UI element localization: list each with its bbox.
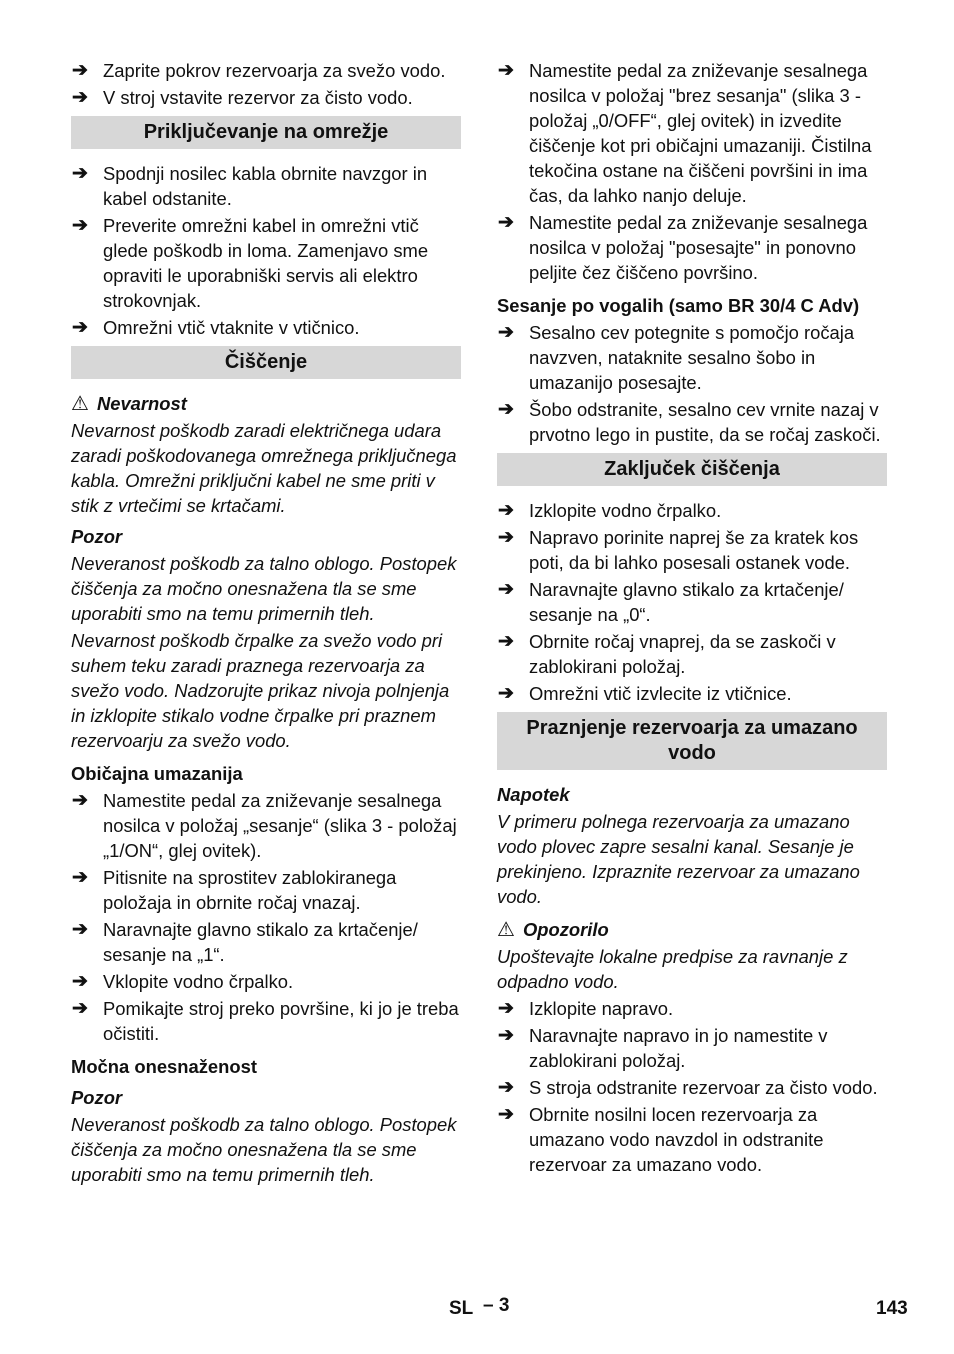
arrow-right-icon: ➔	[498, 579, 514, 600]
list-item	[497, 1075, 887, 1100]
list-item	[497, 577, 887, 627]
arrow-right-icon: ➔	[498, 683, 514, 704]
list-item-text: Pomikajte stroj preko površine, ki jo je treba očistiti.	[103, 998, 459, 1044]
caution-label: Pozor	[71, 526, 123, 547]
warning-triangle-icon: ⚠	[497, 918, 515, 941]
caution-text: Nevarnost poškodb črpalke za svežo vodo pri suhem teku zaradi praznega rezervoarja za svežo vodo. Nadzorujte prikaz nivoja polnjenja in izklopite stikalo vodne črpalke pri praznem rezervoarju za svežo vodo.	[71, 630, 450, 751]
danger-heading	[71, 391, 461, 416]
list-item	[497, 320, 887, 395]
list-item	[71, 969, 461, 994]
arrow-right-icon: ➔	[498, 500, 514, 521]
arrow-right-icon: ➔	[72, 215, 88, 236]
list-item	[497, 397, 887, 447]
list-item-text: Izklopite napravo.	[529, 998, 674, 1019]
list-item	[71, 865, 461, 915]
list-item	[71, 85, 461, 110]
arrow-right-icon: ➔	[498, 631, 514, 652]
warning-label: Opozorilo	[522, 919, 609, 940]
list-item-text: Naravnajte glavno stikalo za krtačenje/ sesanje na „0“.	[529, 579, 844, 625]
warning-heading	[497, 917, 887, 942]
list-item-text: Sesalno cev potegnite s pomočjo ročaja navzven, nataknite sesalno šobo in umazanijo posesajte.	[529, 322, 855, 393]
arrow-right-icon: ➔	[498, 998, 514, 1019]
list-item-text: Šobo odstranite, sesalno cev vrnite nazaj v prvotno lego in pustite, da se ročaj zaskoči.	[529, 399, 881, 445]
list-item-text: Preverite omrežni kabel in omrežni vtič glede poškodb in loma. Zamenjavo sme opraviti le uporabniški servis ali elektro strokovnjak.	[103, 215, 429, 311]
list-item-text: Pitisnite na sprostitev zablokiranega položaja in obrnite ročaj vnazaj.	[103, 867, 397, 913]
caution-text: Neveranost poškodb za talno oblogo. Postopek čiščenja za močno onesnažena tla se sme uporabiti smo na temu primernih tleh.	[71, 1114, 457, 1185]
list-item	[71, 917, 461, 967]
list-item-text: S stroja odstranite rezervoar za čisto vodo.	[529, 1077, 878, 1098]
list-item-text: Naravnajte glavno stikalo za krtačenje/ sesanje na „1“.	[103, 919, 418, 965]
list-item	[497, 210, 887, 285]
list-item-text: V stroj vstavite rezervor za čisto vodo.	[103, 87, 413, 108]
list-item-text: Obrnite nosilni locen rezervoarja za umazano vodo navzdol in odstranite rezervoar za umazano vodo.	[529, 1104, 824, 1175]
list-item-text: Zaprite pokrov rezervoarja za svežo vodo.	[103, 60, 446, 81]
subheading-corner-suction: Sesanje po vogalih (samo BR 30/4 C Adv)	[497, 295, 860, 316]
list-item	[71, 996, 461, 1046]
list-item	[497, 996, 887, 1021]
arrow-right-icon: ➔	[498, 1025, 514, 1046]
arrow-right-icon: ➔	[72, 971, 88, 992]
arrow-right-icon: ➔	[72, 919, 88, 940]
list-item	[71, 213, 461, 313]
right-column	[497, 58, 887, 1179]
list-item	[497, 525, 887, 575]
list-item	[71, 161, 461, 211]
list-item-text: Napravo porinite naprej še za kratek kos poti, da bi lahko posesali ostanek vode.	[529, 527, 859, 573]
arrow-right-icon: ➔	[72, 317, 88, 338]
arrow-right-icon: ➔	[72, 998, 88, 1019]
warning-triangle-icon: ⚠	[71, 392, 89, 415]
note-label: Napotek	[497, 784, 570, 805]
list-item-text: Namestite pedal za zniževanje sesalnega nosilca v položaj „sesanje“ (slika 3 - položaj „1/ON“, glej ovitek).	[103, 790, 457, 861]
arrow-right-icon: ➔	[72, 163, 88, 184]
footer-language: SL	[449, 1298, 474, 1319]
list-item	[497, 681, 887, 706]
list-item-text: Spodnji nosilec kabla obrnite navzgor in kabel odstanite.	[103, 163, 428, 209]
section-heading-empty-dirty-tank: Praznjenje rezervoarja za umazano vodo	[497, 712, 887, 770]
arrow-right-icon: ➔	[72, 790, 88, 811]
list-item	[497, 1023, 887, 1073]
section-heading-mains-connection: Priključevanje na omrežje	[71, 116, 461, 149]
section-heading-cleaning: Čiščenje	[71, 346, 461, 379]
page-number: 143	[876, 1298, 908, 1319]
list-item-text: Vklopite vodno črpalko.	[103, 971, 294, 992]
list-item	[497, 1102, 887, 1177]
arrow-right-icon: ➔	[72, 87, 88, 108]
danger-text: Nevarnost poškodb zaradi električnega udara zaradi poškodovanega omrežnega priključnega kabla. Omrežni priključni kabel ne sme priti v stik z vrtečimi se krtačami.	[71, 420, 457, 516]
list-item	[71, 315, 461, 340]
caution-label: Pozor	[71, 1087, 123, 1108]
subheading-normal-dirt: Običajna umazanija	[71, 763, 243, 784]
arrow-right-icon: ➔	[498, 322, 514, 343]
list-item-text: Omrežni vtič izvlecite iz vtičnice.	[529, 683, 792, 704]
list-item	[71, 58, 461, 83]
footer-section-page: – 3	[483, 1295, 510, 1316]
list-item-text: Omrežni vtič vtaknite v vtičnico.	[103, 317, 360, 338]
list-item-text: Naravnajte napravo in jo namestite v zablokirani položaj.	[529, 1025, 828, 1071]
danger-label: Nevarnost	[96, 393, 187, 414]
arrow-right-icon: ➔	[72, 60, 88, 81]
arrow-right-icon: ➔	[72, 867, 88, 888]
list-item-text: Namestite pedal za zniževanje sesalnega nosilca v položaj "posesajte" in ponovno peljite čez čiščeno površino.	[529, 212, 868, 283]
subheading-heavy-dirt: Močna onesnaženost	[71, 1056, 257, 1077]
caution-text: Neveranost poškodb za talno oblogo. Postopek čiščenja za močno onesnažena tla se sme uporabiti smo na temu primernih tleh.	[71, 553, 457, 624]
section-heading-end-cleaning: Zaključek čiščenja	[497, 453, 887, 486]
list-item-text: Izklopite vodno črpalko.	[529, 500, 722, 521]
arrow-right-icon: ➔	[498, 527, 514, 548]
list-item	[497, 498, 887, 523]
arrow-right-icon: ➔	[498, 1104, 514, 1125]
arrow-right-icon: ➔	[498, 212, 514, 233]
list-item-text: Obrnite ročaj vnaprej, da se zaskoči v zablokirani položaj.	[529, 631, 836, 677]
list-item	[497, 58, 887, 208]
list-item	[71, 788, 461, 863]
arrow-right-icon: ➔	[498, 399, 514, 420]
note-text: V primeru polnega rezervoarja za umazano vodo plovec zapre sesalni kanal. Sesanje je prekinjeno. Izpraznite rezervoar za umazano vodo.	[497, 811, 860, 907]
warning-text: Upoštevajte lokalne predpise za ravnanje z odpadno vodo.	[497, 946, 848, 992]
arrow-right-icon: ➔	[498, 1077, 514, 1098]
list-item	[497, 629, 887, 679]
arrow-right-icon: ➔	[498, 60, 514, 81]
left-column	[71, 58, 461, 1189]
list-item-text: Namestite pedal za zniževanje sesalnega nosilca v položaj "brez sesanja" (slika 3 - položaj „0/OFF“, glej ovitek) in izvedite čiščenje kot pri običajni umazaniji. Čistilna tekočina ostane na čiščeni površini in ima čas, da lahko nanjo deluje.	[529, 60, 872, 206]
